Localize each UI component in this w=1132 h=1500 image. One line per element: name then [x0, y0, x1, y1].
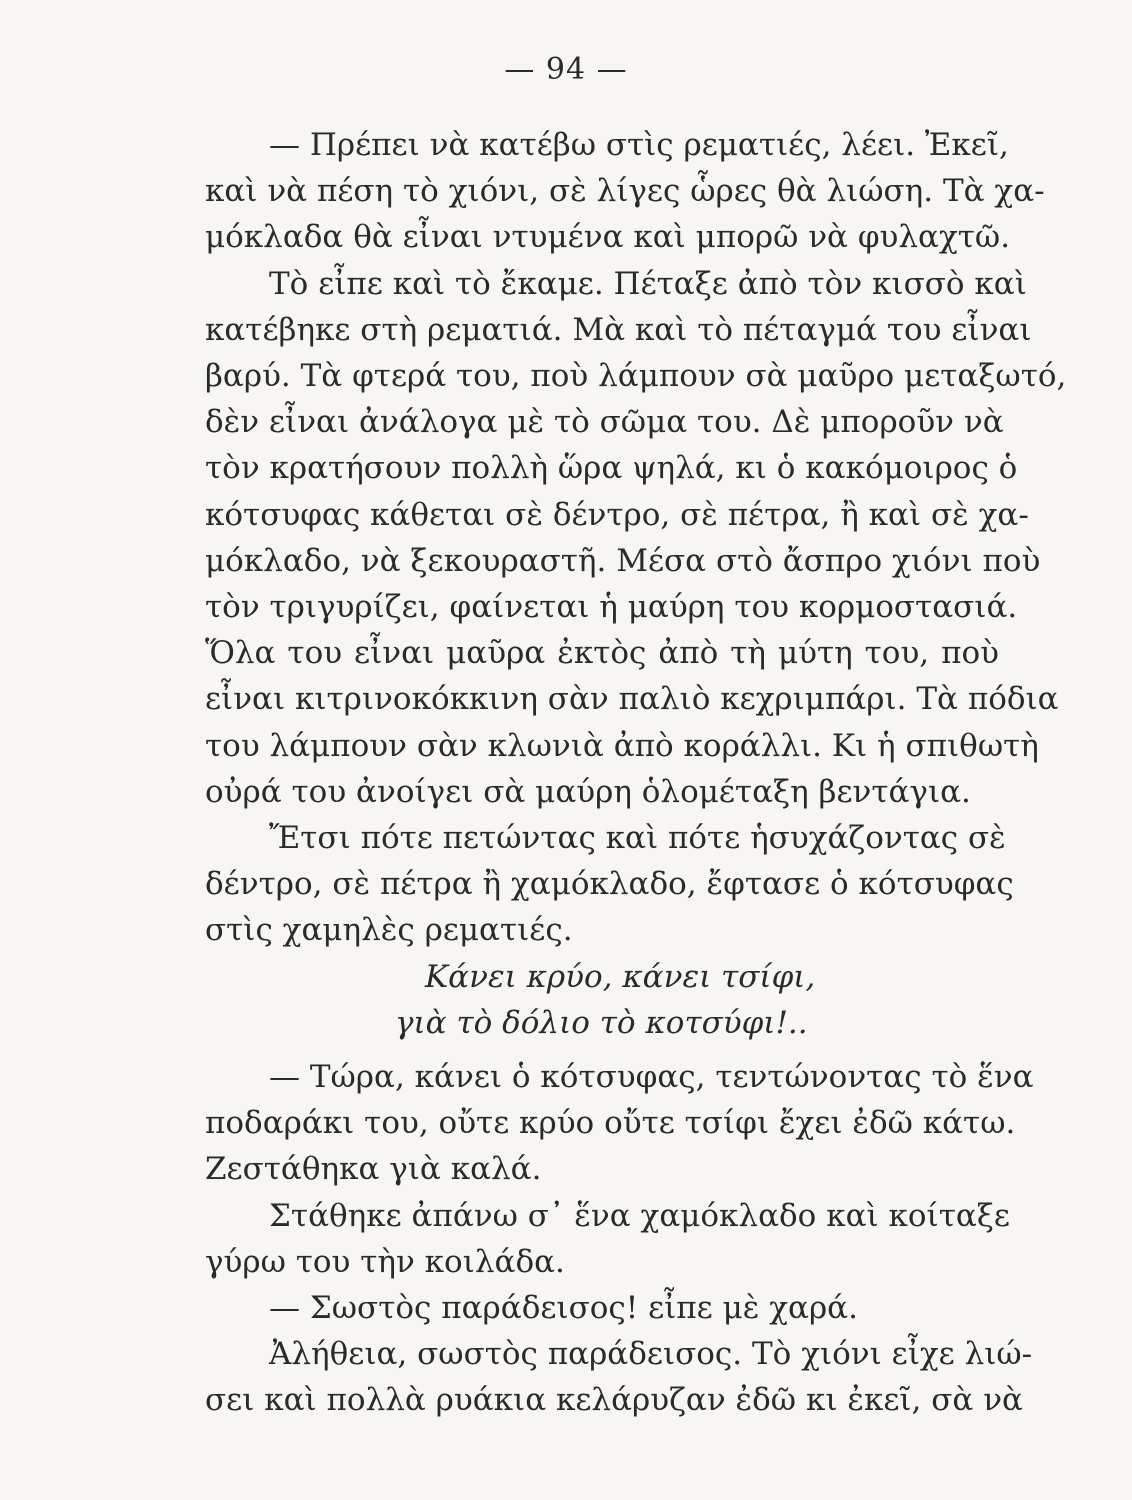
text-line: βαρύ. Τὰ φτερά του, ποὺ λάμπουν σὰ μαῦρο μεταξωτό, — [205, 358, 1067, 395]
text-line: μόκλαδα θὰ εἶναι ντυμένα καὶ μπορῶ νὰ φυλαχτῶ. — [205, 219, 1011, 256]
text-line: γύρω του τὴν κοιλάδα. — [205, 1243, 565, 1280]
text-line: σει καὶ πολλὰ ρυάκια κελάρυζαν ἐδῶ κι ἐκεῖ, σὰ νὰ — [205, 1382, 1023, 1419]
text-line: κότσυφας κάθεται σὲ δέντρο, σὲ πέτρα, ἢ καὶ σὲ χα- — [205, 496, 1029, 533]
text-line: δέντρο, σὲ πέτρα ἢ χαμόκλαδο, ἔφτασε ὁ κότσυφας — [205, 866, 1014, 903]
text-line: Τὸ εἶπε καὶ τὸ ἔκαμε. Πέταξε ἀπὸ τὸν κισσὸ καὶ — [269, 265, 1027, 302]
text-line: του λάμπουν σὰν κλωνιὰ ἀπὸ κοράλλι. Κι ἡ σπιθωτὴ — [205, 727, 1039, 764]
text-line: στὶς χαμηλὲς ρεματιές. — [205, 912, 573, 949]
text-line: Ὅλα του εἶναι μαῦρα ἐκτὸς ἀπὸ τὴ μύτη του, ποὺ — [205, 635, 999, 672]
poem-line: Κάνει κρύο, κάνει τσίφι, — [425, 958, 816, 995]
text-line: μόκλαδο, νὰ ξεκουραστῆ. Μέσα στὸ ἄσπρο χιόνι ποὺ — [205, 542, 1041, 579]
text-line: — Πρέπει νὰ κατέβω στὶς ρεματιές, λέει. Ἐκεῖ, — [269, 127, 1009, 163]
page-number: — 94 — — [504, 52, 628, 87]
text-line: εἶναι κιτρινοκόκκινη σὰν παλιὸ κεχριμπάρι. Τὰ πόδια — [205, 681, 1059, 718]
poem-line: γιὰ τὸ δόλιο τὸ κοτσύφι!.. — [395, 1004, 808, 1041]
text-line: — Τώρα, κάνει ὁ κότσυφας, τεντώνοντας τὸ ἕνα — [269, 1059, 1034, 1096]
text-line: ποδαράκι του, οὔτε κρύο οὔτε τσίφι ἔχει ἐδῶ κάτω. — [205, 1105, 1016, 1142]
text-line: τὸν κρατήσουν πολλὴ ὥρα ψηλά, κι ὁ κακόμοιρος ὁ — [205, 450, 1018, 487]
text-line: οὐρά του ἀνοίγει σὰ μαύρη ὁλομέταξη βεντάγια. — [205, 773, 971, 810]
text-line: Στάθηκε ἀπάνω σ᾿ ἕνα χαμόκλαδο καὶ κοίταξε — [269, 1197, 1010, 1234]
text-line: Ζεστάθηκα γιὰ καλά. — [205, 1151, 542, 1188]
text-line: Ἔτσι πότε πετώντας καὶ πότε ἡσυχάζοντας σὲ — [269, 820, 1006, 857]
body-text — [205, 122, 1067, 1424]
text-line: καὶ νὰ πέση τὸ χιόνι, σὲ λίγες ὧρες θὰ λιώση. Τὰ χα- — [205, 173, 1045, 210]
text-line: — Σωστὸς παράδεισος! εἶπε μὲ χαρά. — [269, 1290, 858, 1327]
text-line: Ἀλήθεια, σωστὸς παράδεισος. Τὸ χιόνι εἶχε λιώ- — [269, 1336, 1033, 1373]
text-line: τὸν τριγυρίζει, φαίνεται ἡ μαύρη του κορμοστασιά. — [205, 589, 1018, 626]
text-line: κατέβηκε στὴ ρεματιά. Μὰ καὶ τὸ πέταγμά του εἶναι — [205, 311, 1032, 348]
text-line: δὲν εἶναι ἀνάλογα μὲ τὸ σῶμα του. Δὲ μποροῦν νὰ — [205, 404, 1004, 441]
